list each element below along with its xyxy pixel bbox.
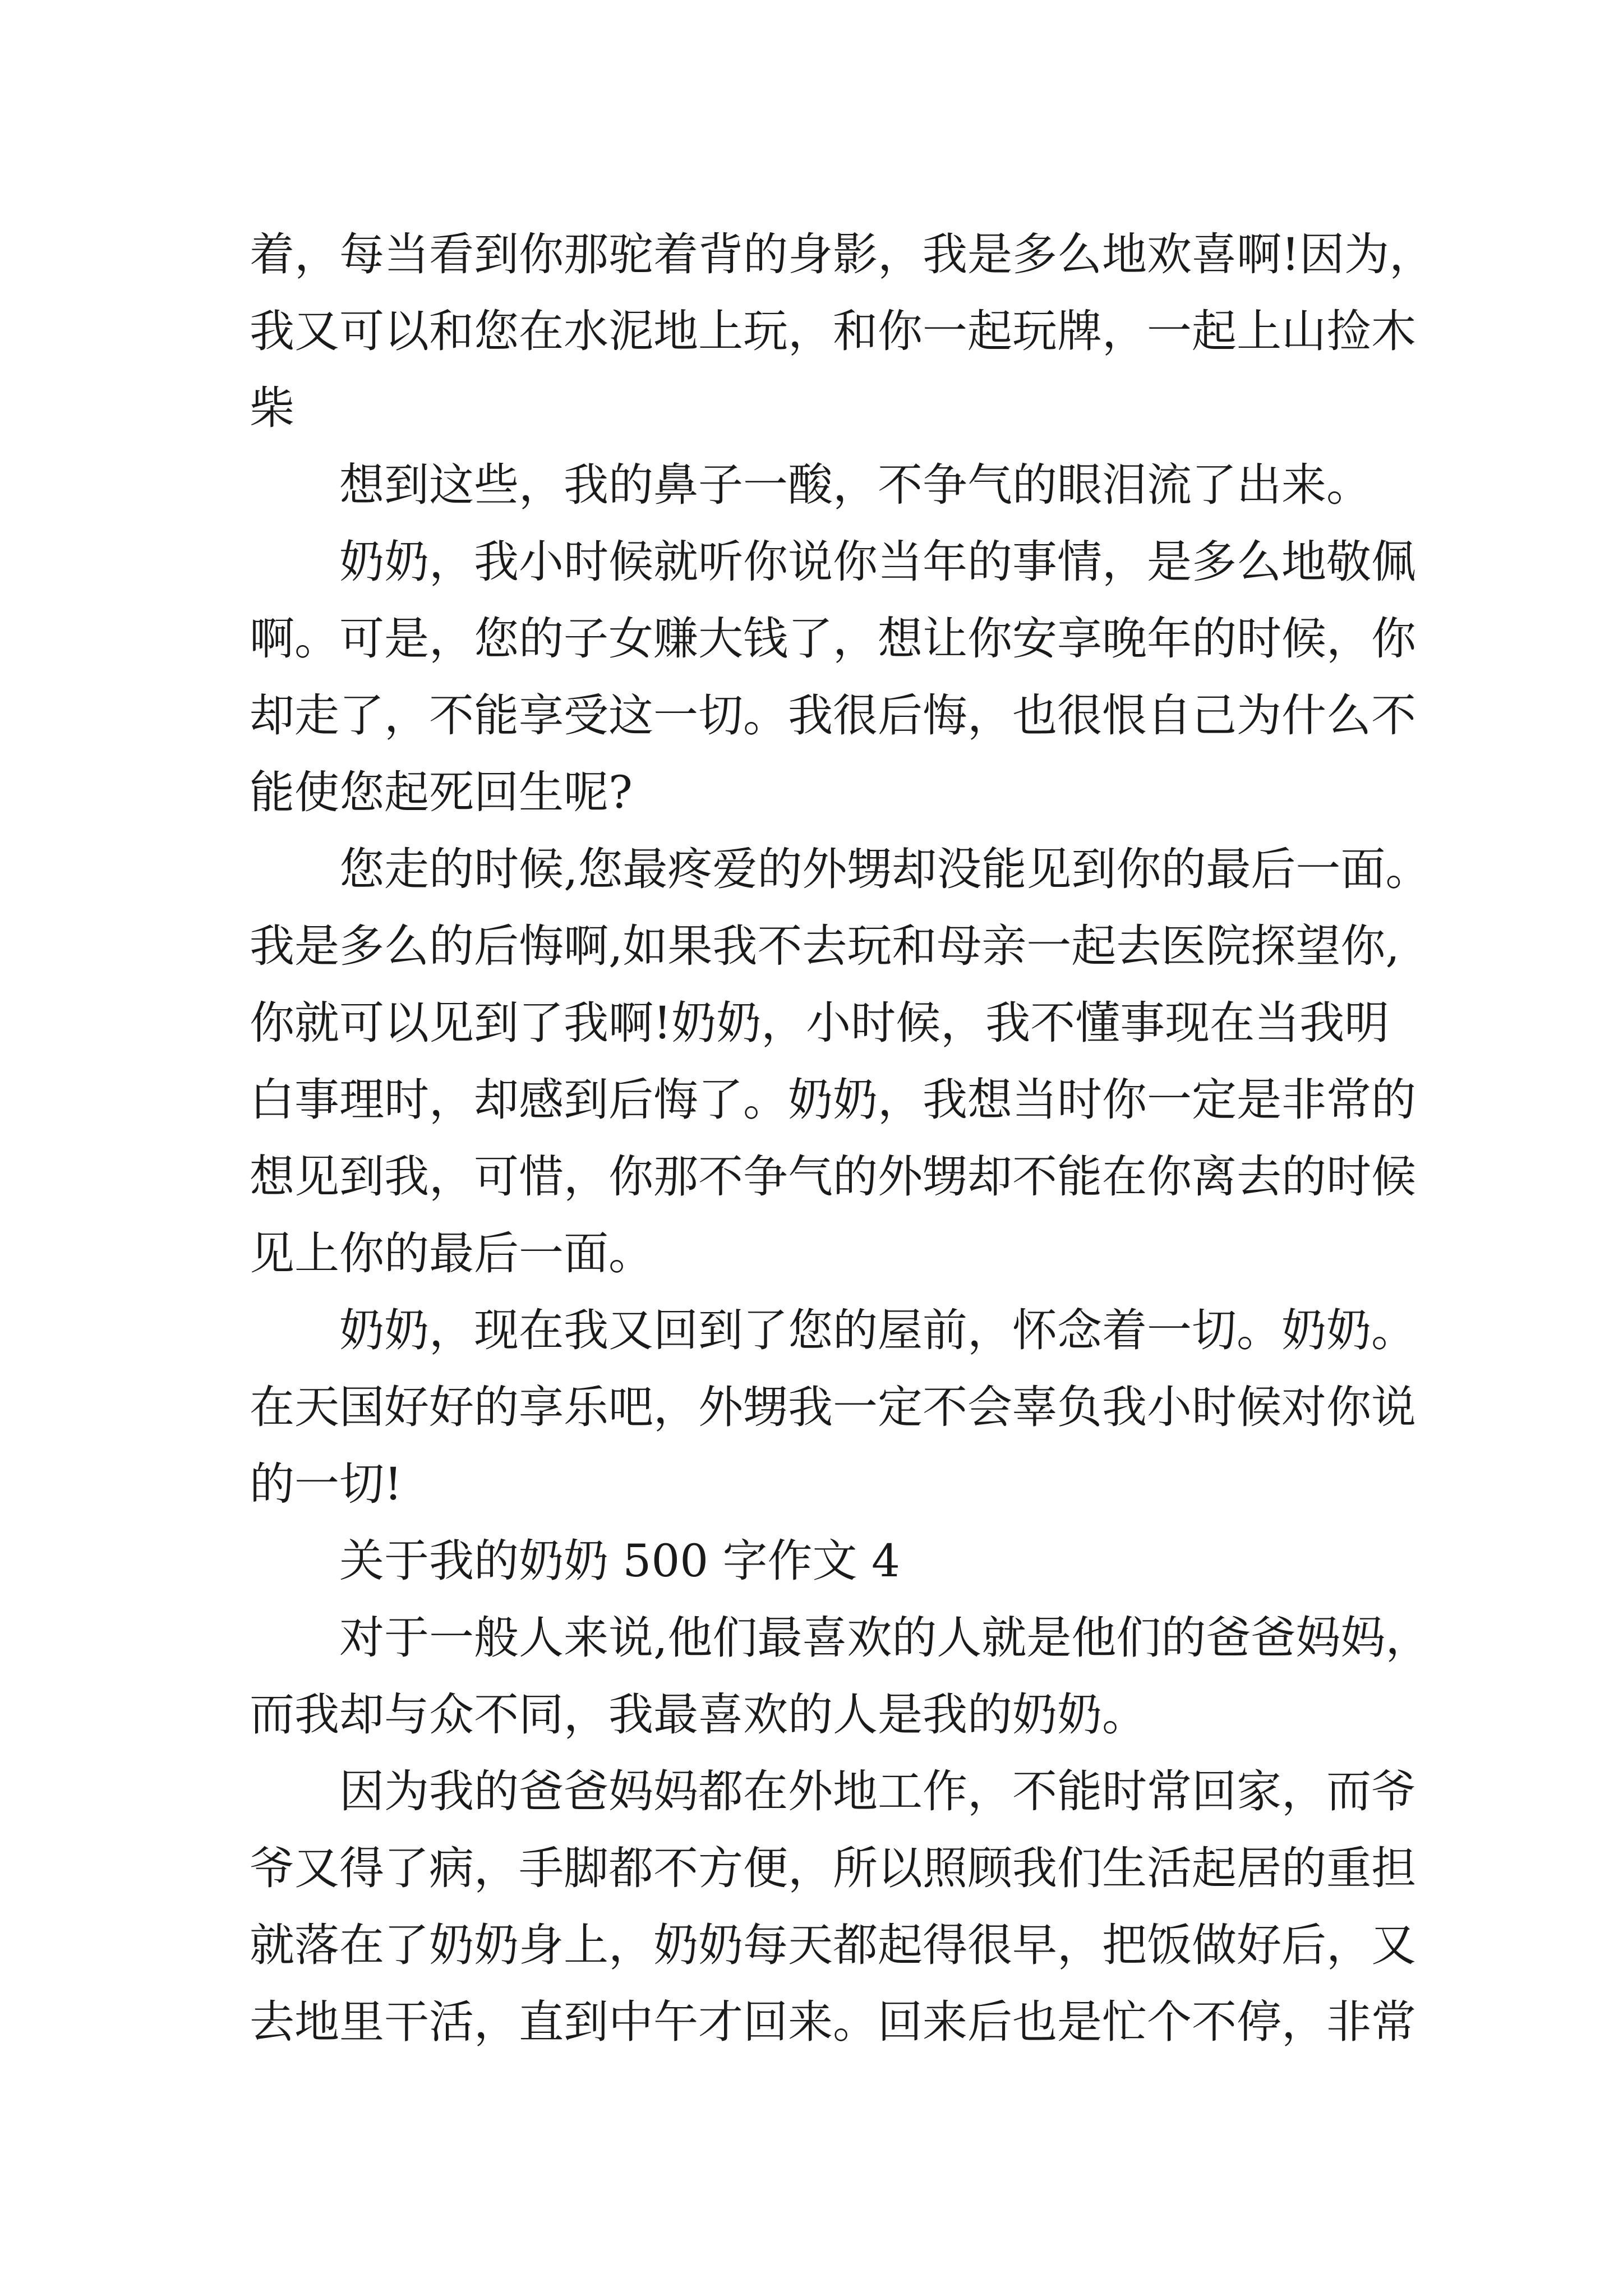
- text-line: 我是多么的后悔啊,如果我不去玩和母亲一起去医院探望你,: [250, 920, 1400, 972]
- text-line: 啊。可是，您的子女赚大钱了，想让你安享晚年的时候，你: [250, 613, 1416, 665]
- text-line: 白事理时，却感到后悔了。奶奶，我想当时你一定是非常的: [250, 1074, 1416, 1126]
- paragraph-start-line: 奶奶，现在我又回到了您的屋前，怀念着一切。奶奶。: [339, 1304, 1416, 1356]
- text-line: 见上你的最后一面。: [250, 1227, 653, 1280]
- text-line: 而我却与众不同，我最喜欢的人是我的奶奶。: [250, 1688, 1147, 1741]
- paragraph-start-line: 奶奶，我小时候就听你说你当年的事情，是多么地敬佩: [339, 536, 1416, 588]
- text-line: 柴: [250, 382, 294, 434]
- text-line: 我又可以和您在水泥地上玩，和你一起玩牌，一起上山捡木: [250, 305, 1416, 357]
- text-line: 能使您起死回生呢?: [250, 766, 633, 818]
- paragraph-start-line: 对于一般人来说,他们最喜欢的人就是他们的爸爸妈妈，: [339, 1612, 1431, 1664]
- text-line: 的一切!: [250, 1458, 403, 1510]
- text-line: 爷又得了病，手脚都不方便，所以照顾我们生活起居的重担: [250, 1842, 1416, 1894]
- text-line: 在天国好好的享乐吧，外甥我一定不会辜负我小时候对你说: [250, 1381, 1416, 1433]
- text-line: 去地里干活，直到中午才回来。回来后也是忙个不停，非常: [250, 1996, 1416, 2048]
- text-line: 着，每当看到你那驼着背的身影，我是多么地欢喜啊!因为，: [250, 228, 1435, 280]
- paragraph-start-line: 您走的时候,您最疼爱的外甥却没能见到你的最后一面。: [339, 843, 1431, 895]
- section-heading: 关于我的奶奶 500 字作文 4: [339, 1535, 900, 1587]
- paragraph-start-line: 想到这些，我的鼻子一酸，不争气的眼泪流了出来。: [339, 459, 1371, 511]
- text-line: 想见到我，可惜，你那不争气的外甥却不能在你离去的时候: [250, 1151, 1416, 1203]
- text-line: 就落在了奶奶身上，奶奶每天都起得很早，把饭做好后，又: [250, 1919, 1416, 1971]
- text-line: 你就可以见到了我啊!奶奶，小时候，我不懂事现在当我明: [250, 997, 1390, 1049]
- text-line: 却走了，不能享受这一切。我很后悔，也很恨自己为什么不: [250, 689, 1416, 742]
- essay-body: [250, 216, 1438, 2060]
- paragraph-start-line: 因为我的爸爸妈妈都在外地工作，不能时常回家，而爷: [339, 1765, 1416, 1818]
